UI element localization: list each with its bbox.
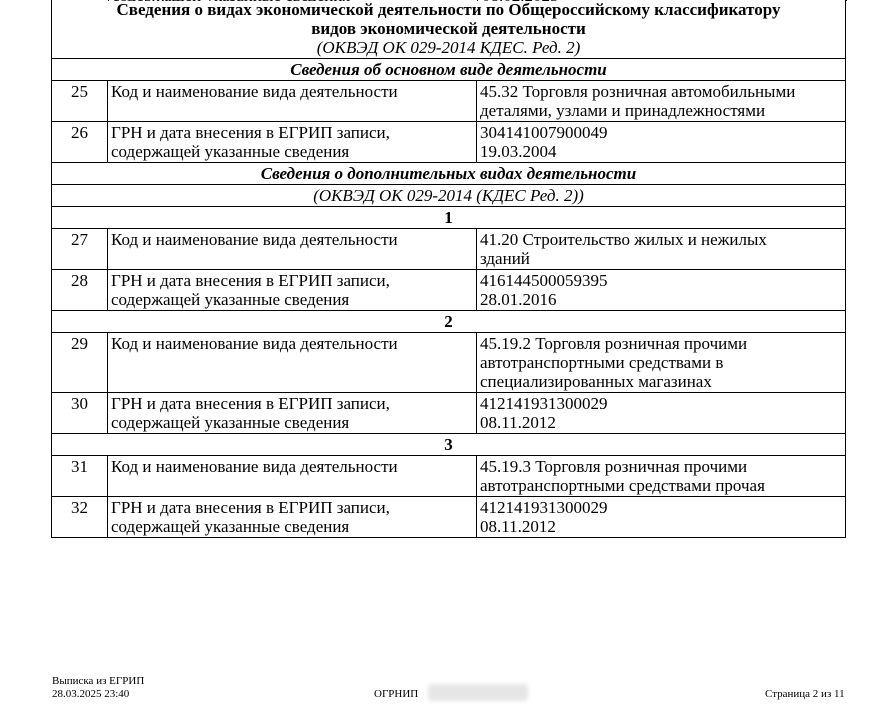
activity-index-row xyxy=(52,434,846,456)
row-label-line: Код и наименование вида деятельности xyxy=(111,230,398,249)
table-row xyxy=(52,333,846,393)
row-value-line: деталями, узлами и принадлежностями xyxy=(480,101,766,120)
row-number: 31 xyxy=(52,456,108,497)
row-value-line: 416144500059395 xyxy=(480,271,608,290)
activity-index: 3 xyxy=(52,434,846,456)
row-number: 30 xyxy=(52,393,108,434)
row-value-line: автотранспортными средствами прочая xyxy=(480,476,765,495)
row-label xyxy=(108,497,477,538)
document-page xyxy=(51,0,845,538)
row-value-line: автотранспортными средствами в xyxy=(480,353,724,372)
row-label-line: Код и наименование вида деятельности xyxy=(111,457,398,476)
section-title xyxy=(52,0,846,59)
row-value-line: 45.19.3 Торговля розничная прочими xyxy=(480,457,748,476)
row-value xyxy=(477,456,846,497)
row-value-line: специализированных магазинах xyxy=(480,372,712,391)
row-value xyxy=(477,333,846,393)
footer-doc-name: Выписка из ЕГРИП xyxy=(52,675,145,687)
row-value-line: 45.32 Торговля розничная автомобильными xyxy=(480,82,796,101)
row-label xyxy=(108,333,477,393)
row-value-line: зданий xyxy=(480,249,530,268)
row-number: 28 xyxy=(52,270,108,311)
row-label xyxy=(108,270,477,311)
row-value xyxy=(477,81,846,122)
row-number: 26 xyxy=(52,122,108,163)
row-number: 32 xyxy=(52,497,108,538)
okved-table xyxy=(51,0,846,538)
row-label xyxy=(108,229,477,270)
row-label-line: содержащей указанные сведения xyxy=(111,290,350,309)
table-row xyxy=(52,270,846,311)
row-label-line: содержащей указанные сведения xyxy=(111,517,350,536)
row-value xyxy=(477,497,846,538)
main-activity-header: Сведения об основном виде деятельности xyxy=(52,59,846,81)
row-value xyxy=(477,393,846,434)
redacted-ogrnip xyxy=(428,684,528,701)
additional-activities-header-row xyxy=(52,163,846,185)
footer-doc-info xyxy=(52,675,144,701)
row-label-line: содержащей указанные сведения xyxy=(111,142,350,161)
row-value-line: 41.20 Строительство жилых и нежилых xyxy=(480,230,767,249)
row-label-line: ГРН и дата внесения в ЕГРИП записи, xyxy=(111,123,390,142)
row-number: 27 xyxy=(52,229,108,270)
row-value-line: 19.03.2004 xyxy=(480,142,557,161)
additional-activities-sub-row xyxy=(52,185,846,207)
section-title-line2: видов экономической деятельности xyxy=(311,19,586,38)
row-label xyxy=(108,393,477,434)
additional-activities-header: Сведения о дополнительных видах деятельности xyxy=(52,163,846,185)
row-value-line: 45.19.2 Торговля розничная прочими xyxy=(480,334,748,353)
activity-index-row xyxy=(52,311,846,333)
row-value-line: 412141931300029 xyxy=(480,394,608,413)
activity-index: 1 xyxy=(52,207,846,229)
row-label-line: Код и наименование вида деятельности xyxy=(111,334,398,353)
table-row xyxy=(52,229,846,270)
row-value-line: 08.11.2012 xyxy=(480,517,556,536)
row-number: 25 xyxy=(52,81,108,122)
row-value-line: 412141931300029 xyxy=(480,498,608,517)
table-row xyxy=(52,393,846,434)
row-label-line: ГРН и дата внесения в ЕГРИП записи, xyxy=(111,498,390,517)
section-title-sub: (ОКВЭД ОК 029-2014 КДЕС. Ред. 2) xyxy=(316,38,581,57)
table-row xyxy=(52,497,846,538)
row-label xyxy=(108,122,477,163)
row-label-line: ГРН и дата внесения в ЕГРИП записи, xyxy=(111,394,390,413)
activity-index: 2 xyxy=(52,311,846,333)
main-activity-header-row xyxy=(52,59,846,81)
page-footer xyxy=(0,675,895,715)
row-label-line: ГРН и дата внесения в ЕГРИП записи, xyxy=(111,271,390,290)
row-value-line: 28.01.2016 xyxy=(480,290,557,309)
row-value xyxy=(477,122,846,163)
footer-datetime: 28.03.2025 23:40 xyxy=(52,688,130,700)
row-value-line: 08.11.2012 xyxy=(480,413,556,432)
row-value xyxy=(477,270,846,311)
additional-activities-sub: (ОКВЭД ОК 029-2014 (КДЕС Ред. 2)) xyxy=(52,185,846,207)
row-label xyxy=(108,456,477,497)
table-row xyxy=(52,122,846,163)
row-label xyxy=(108,81,477,122)
activity-index-row xyxy=(52,207,846,229)
section-title-row xyxy=(52,0,846,59)
row-label-line: содержащей указанные сведения xyxy=(111,413,350,432)
footer-page-number: Страница 2 из 11 xyxy=(765,688,845,700)
footer-ogrnip-label: ОГРНИП xyxy=(374,688,419,700)
row-label-line: Код и наименование вида деятельности xyxy=(111,82,398,101)
table-row xyxy=(52,81,846,122)
section-title-line1: Сведения о видах экономической деятельности по Общероссийскому классификатору xyxy=(116,0,781,19)
row-number: 29 xyxy=(52,333,108,393)
table-row xyxy=(52,456,846,497)
row-value xyxy=(477,229,846,270)
row-value-line: 304141007900049 xyxy=(480,123,608,142)
